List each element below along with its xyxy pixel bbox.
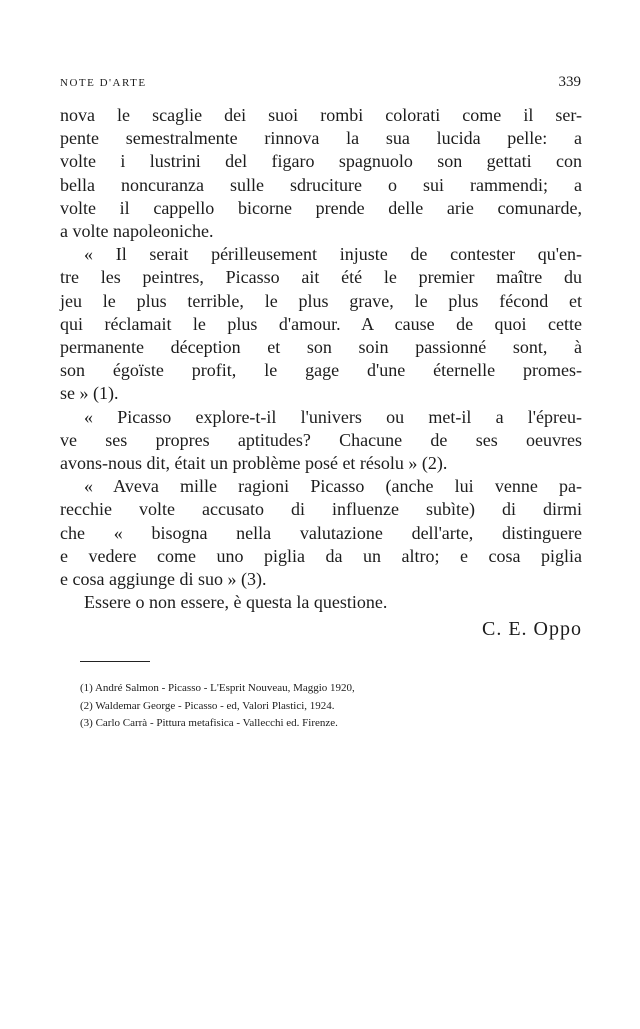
text-line: volte il cappello bicorne prende delle arie comunarde,: [60, 197, 582, 218]
text-line: pente semestralmente rinnova la sua lucida pelle: a: [60, 128, 582, 149]
text-line: avons-nous dit, était un problème posé et résolu » (2).: [60, 453, 448, 474]
text-line: se » (1).: [60, 383, 119, 404]
footnote: (2) Waldemar George - Picasso - ed, Valori Plastici, 1924.: [80, 699, 335, 712]
footnote-divider: [80, 661, 150, 662]
text-line: che « bisogna nella valutazione dell'arte, distinguere: [60, 522, 582, 543]
text-line: « Aveva mille ragioni Picasso (anche lui venne pa-: [84, 476, 582, 497]
text-line: qui réclamait le plus d'amour. A cause de quoi cette: [60, 313, 582, 334]
running-head: NOTE D'ARTE: [60, 77, 147, 89]
author-signature: C. E. Oppo: [482, 618, 582, 640]
text-line: e cosa aggiunge di suo » (3).: [60, 569, 267, 590]
text-line: « Picasso explore-t-il l'univers ou met-il a l'épreu-: [84, 406, 582, 427]
text-line: a volte napoleoniche.: [60, 221, 214, 242]
text-line: nova le scaglie dei suoi rombi colorati come il ser-: [60, 105, 582, 125]
footnote: (1) André Salmon - Picasso - L'Esprit Nouveau, Maggio 1920,: [80, 682, 355, 694]
text-line: bella noncuranza sulle sdruciture o sui rammendi; a: [60, 174, 582, 195]
footnote: (3) Carlo Carrà - Pittura metafisica - Vallecchi ed. Firenze.: [80, 717, 338, 729]
text-line: e vedere come uno piglia da un altro; e cosa piglia: [60, 545, 582, 566]
body-text: [60, 104, 582, 614]
text-line: tre les peintres, Picasso ait été le premier maître du: [60, 267, 582, 288]
text-line: « Il serait périlleusement injuste de contester qu'en-: [84, 244, 582, 265]
text-line: jeu le plus terrible, le plus grave, le plus fécond et: [60, 290, 582, 311]
text-line: ve ses propres aptitudes? Chacune de ses oeuvres: [60, 429, 582, 450]
text-line: Essere o non essere, è questa la questione.: [84, 592, 388, 613]
text-line: recchie volte accusato di influenze subìte) di dirmi: [60, 499, 582, 520]
page-header: [60, 74, 581, 91]
text-line: volte i lustrini del figaro spagnuolo son gettati con: [60, 151, 582, 172]
page-number: 339: [558, 74, 581, 90]
footnotes: [80, 680, 500, 733]
text-line: permanente déception et son soin passionné sont, à: [60, 337, 582, 358]
text-line: son égoïste profit, le gage d'une éternelle promes-: [60, 360, 582, 381]
